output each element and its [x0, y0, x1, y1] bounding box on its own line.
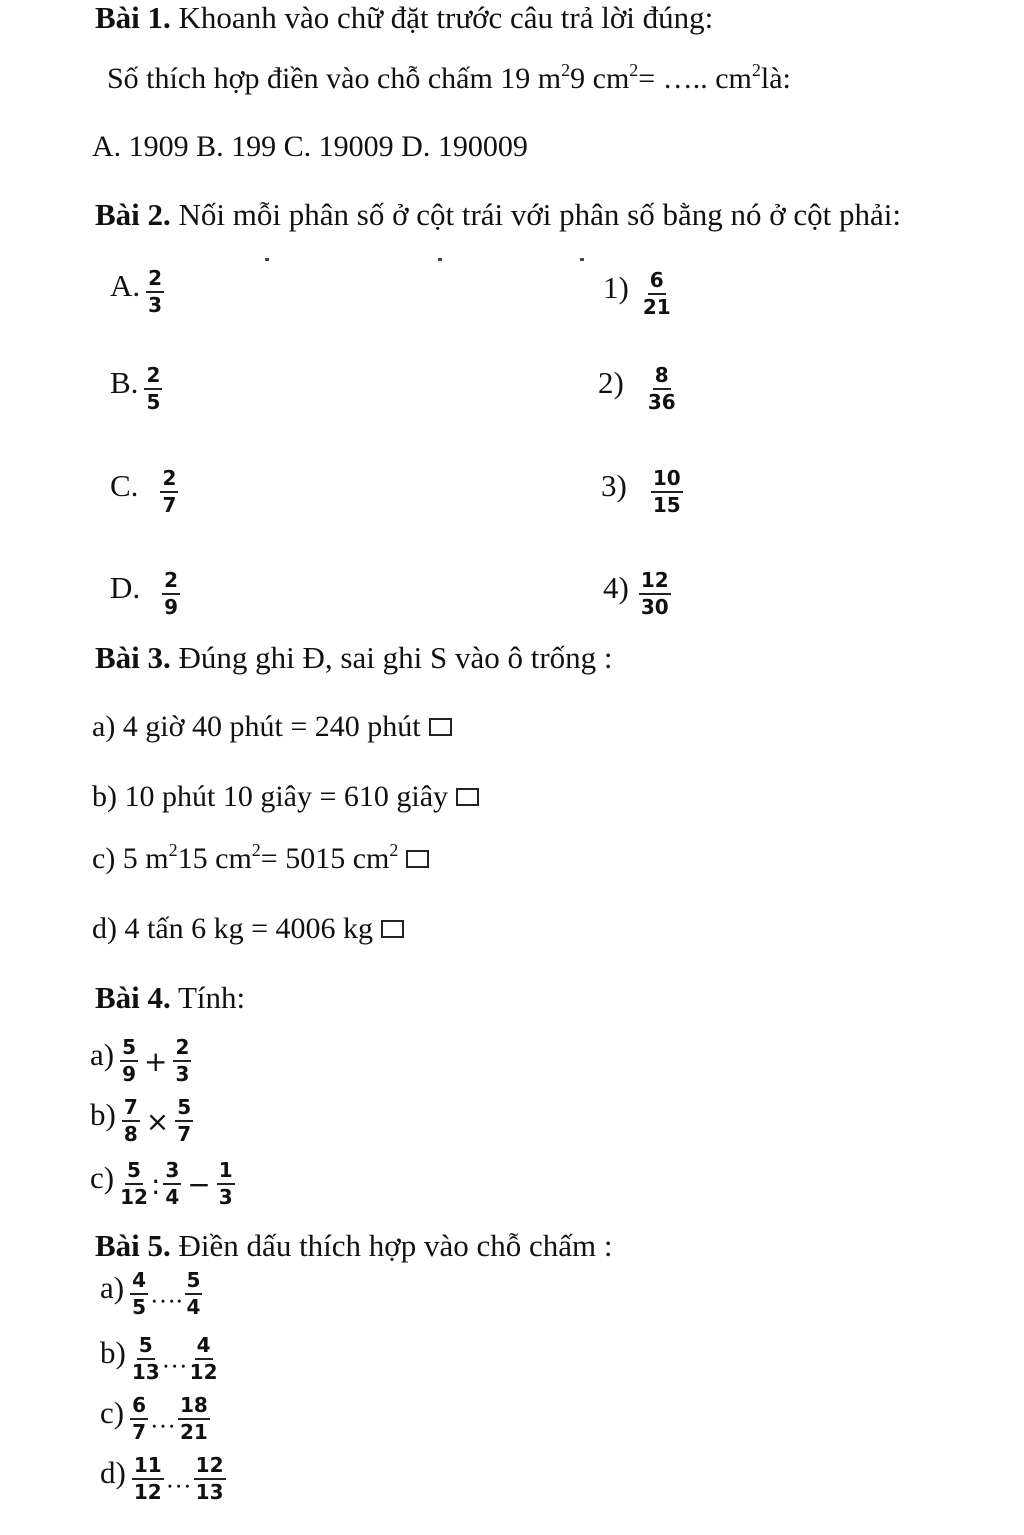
- operator: :: [150, 1167, 161, 1201]
- fraction: [163, 1160, 181, 1208]
- bai3-item-d: [92, 912, 404, 946]
- stray-dot: [438, 258, 442, 261]
- fraction: [130, 1270, 148, 1318]
- answer-box[interactable]: [456, 788, 479, 806]
- bai2-right-1: [603, 270, 673, 318]
- fraction: [194, 1455, 226, 1503]
- sup: 2: [389, 840, 399, 860]
- numerator: 6: [648, 270, 666, 295]
- bai3-item-a: [92, 710, 452, 744]
- fraction: [120, 1037, 138, 1085]
- fraction: [130, 1395, 148, 1443]
- bai5-item-d: [100, 1455, 228, 1503]
- sup: 2: [561, 60, 571, 80]
- numerator: 5: [185, 1270, 203, 1295]
- bai3-item-c-eq: = 5015 cm: [260, 842, 390, 875]
- bai2-title-bold: Bài 2.: [95, 197, 171, 232]
- label: b): [90, 1097, 116, 1132]
- fraction: [217, 1160, 235, 1208]
- denominator: 12: [120, 1185, 148, 1210]
- numerator: 4: [195, 1335, 213, 1360]
- numerator: 12: [194, 1455, 226, 1480]
- sup: 2: [629, 60, 639, 80]
- bai4-item-c: [90, 1160, 237, 1208]
- bai3-item-c: [92, 842, 429, 876]
- bai2-title-text: Nối mỗi phân số ở cột trái với phân số bằng nó ở cột phải:: [178, 197, 902, 232]
- denominator: 12: [133, 1480, 162, 1505]
- bai3-item-c-pre: c) 5 m: [92, 842, 169, 875]
- blank-dots[interactable]: …: [165, 1464, 192, 1494]
- bai2-right-4: [603, 570, 673, 618]
- numerator: 2: [160, 468, 178, 493]
- numerator: 11: [132, 1455, 164, 1480]
- label: c): [100, 1395, 125, 1430]
- bai2-right-3: [601, 468, 685, 516]
- bai3-item-d-text: d) 4 tấn 6 kg = 4006 kg: [92, 912, 374, 945]
- operator: −: [187, 1167, 211, 1201]
- bai2-title: [95, 197, 901, 233]
- stray-dot: [580, 258, 584, 261]
- denominator: 21: [180, 1420, 208, 1445]
- bai4-title: [95, 980, 245, 1016]
- label: a): [90, 1037, 115, 1072]
- answer-box[interactable]: [381, 920, 404, 938]
- denominator: 3: [175, 1062, 190, 1087]
- label: 1): [603, 270, 629, 305]
- numerator: 5: [125, 1160, 143, 1185]
- bai2-left-b: [110, 365, 164, 413]
- bai5-item-a: [100, 1270, 204, 1318]
- stray-dot: [265, 258, 269, 261]
- label: D.: [110, 570, 141, 605]
- bai2-left-a: [110, 268, 166, 316]
- sup: 2: [251, 840, 261, 860]
- bai2-left-d: [110, 570, 182, 618]
- bai2-left-c: [110, 468, 180, 516]
- denominator: 4: [186, 1295, 201, 1320]
- bai1-question: [107, 62, 791, 96]
- bai5-item-c: [100, 1395, 212, 1443]
- fraction: [175, 1097, 193, 1145]
- numerator: 1: [217, 1160, 235, 1185]
- denominator: 9: [164, 595, 179, 620]
- numerator: 3: [163, 1160, 181, 1185]
- label: 4): [603, 570, 629, 605]
- bai3-title-text: Đúng ghi Đ, sai ghi S vào ô trống :: [178, 640, 613, 675]
- blank-dots[interactable]: ….: [150, 1279, 183, 1309]
- operator: +: [144, 1044, 168, 1078]
- denominator: 3: [148, 293, 163, 318]
- label: 2): [598, 365, 624, 400]
- denominator: 36: [647, 390, 676, 415]
- bai4-item-a: [90, 1037, 193, 1085]
- denominator: 7: [177, 1122, 192, 1147]
- fraction: [643, 270, 671, 318]
- bai5-title-text: Điền dấu thích hợp vào chỗ chấm :: [178, 1228, 613, 1263]
- bai3-item-c-mid: 15 cm: [177, 842, 252, 875]
- numerator: 5: [120, 1037, 138, 1062]
- denominator: 12: [189, 1360, 218, 1385]
- numerator: 18: [178, 1395, 210, 1420]
- fraction: [120, 1160, 148, 1208]
- bai4-item-b: [90, 1097, 195, 1145]
- bai1-question-pre: Số thích hợp điền vào chỗ chấm 19 m: [107, 62, 562, 95]
- denominator: 3: [218, 1185, 233, 1210]
- fraction: [190, 1335, 218, 1383]
- fraction: [132, 1335, 160, 1383]
- denominator: 8: [123, 1122, 138, 1147]
- numerator: 8: [653, 365, 671, 390]
- denominator: 7: [132, 1420, 147, 1445]
- bai1-title-text: Khoanh vào chữ đặt trước câu trả lời đúng:: [178, 0, 714, 35]
- fraction: [144, 365, 162, 413]
- numerator: 5: [175, 1097, 193, 1122]
- sup: 2: [168, 840, 178, 860]
- fraction: [146, 268, 164, 316]
- bai1-question-eq: = ….. cm: [638, 62, 752, 95]
- denominator: 13: [195, 1480, 224, 1505]
- bai5-item-b: [100, 1335, 220, 1383]
- denominator: 13: [131, 1360, 160, 1385]
- fraction: [160, 468, 178, 516]
- denominator: 30: [640, 595, 669, 620]
- fraction: [162, 570, 180, 618]
- label: c): [90, 1160, 115, 1195]
- denominator: 15: [652, 493, 681, 518]
- numerator: 2: [173, 1037, 191, 1062]
- bai1-title: [95, 0, 713, 36]
- numerator: 12: [639, 570, 671, 595]
- sup: 2: [751, 60, 761, 80]
- label: B.: [110, 365, 139, 400]
- fraction: [639, 570, 671, 618]
- numerator: 7: [122, 1097, 140, 1122]
- numerator: 4: [130, 1270, 148, 1295]
- bai3-item-a-text: a) 4 giờ 40 phút = 240 phút: [92, 710, 421, 743]
- fraction: [178, 1395, 210, 1443]
- numerator: 2: [146, 268, 164, 293]
- numerator: 10: [651, 468, 683, 493]
- bai1-question-end: là:: [760, 62, 791, 95]
- bai4-title-text: Tính:: [178, 980, 246, 1015]
- denominator: 4: [165, 1185, 180, 1210]
- numerator: 2: [162, 570, 180, 595]
- label: C.: [110, 468, 139, 503]
- answer-box[interactable]: [429, 718, 452, 736]
- denominator: 7: [162, 493, 177, 518]
- denominator: 9: [122, 1062, 137, 1087]
- numerator: 5: [137, 1335, 155, 1360]
- fraction: [651, 468, 683, 516]
- bai3-item-b: [92, 780, 479, 814]
- bai4-title-bold: Bài 4.: [95, 980, 171, 1015]
- denominator: 21: [642, 295, 671, 320]
- bai2-right-2: [598, 365, 678, 413]
- fraction: [122, 1097, 140, 1145]
- denominator: 5: [132, 1295, 147, 1320]
- bai3-item-b-text: b) 10 phút 10 giây = 610 giây: [92, 780, 449, 813]
- bai1-question-mid: 9 cm: [570, 62, 630, 95]
- label: a): [100, 1270, 125, 1305]
- label: d): [100, 1455, 126, 1490]
- bai3-title: [95, 640, 613, 676]
- bai5-title: [95, 1228, 612, 1264]
- fraction: [173, 1037, 191, 1085]
- fraction: [185, 1270, 203, 1318]
- label: A.: [110, 268, 141, 303]
- fraction: [648, 365, 676, 413]
- blank-dots[interactable]: …: [150, 1404, 177, 1434]
- answer-box[interactable]: [406, 850, 429, 868]
- denominator: 5: [146, 390, 161, 415]
- bai1-title-bold: Bài 1.: [95, 0, 171, 35]
- operator: ×: [145, 1104, 170, 1138]
- numerator: 6: [130, 1395, 148, 1420]
- bai3-title-bold: Bài 3.: [95, 640, 171, 675]
- label: 3): [601, 468, 627, 503]
- numerator: 2: [144, 365, 162, 390]
- bai5-title-bold: Bài 5.: [95, 1228, 171, 1263]
- fraction: [132, 1455, 164, 1503]
- blank-dots[interactable]: …: [161, 1344, 188, 1374]
- label: b): [100, 1335, 126, 1370]
- bai1-options: A. 1909 B. 199 C. 19009 D. 190009: [92, 130, 528, 163]
